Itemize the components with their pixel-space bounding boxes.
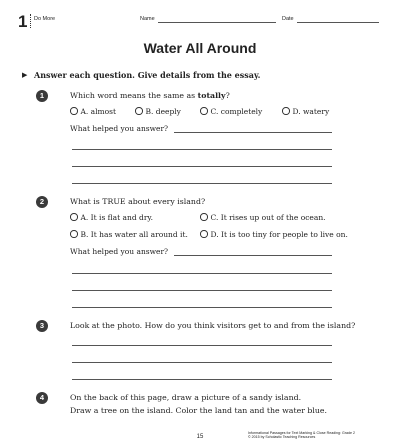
option-label: D. It is too tiny for people to live on. <box>210 230 348 239</box>
question-2-text: What is TRUE about every island? <box>70 197 206 206</box>
arrow-right-icon: ▶ <box>22 71 28 79</box>
question-4-text-line2: Draw a tree on the island. Color the land tan and the water blue. <box>70 406 327 415</box>
answer-line[interactable] <box>72 290 332 291</box>
credit-line: Informational Passages for Text Marking & Close Reading: Grade 2 <box>248 431 356 435</box>
option-label: D. watery <box>292 107 330 116</box>
question-4-text-line1: On the back of this page, draw a picture of a sandy island. <box>70 393 302 402</box>
answer-line[interactable] <box>72 183 332 184</box>
question-2-prompt: What helped you answer? <box>70 247 169 256</box>
question-1-bold-word: totally <box>197 91 226 100</box>
option-label: C. It rises up out of the ocean. <box>210 213 326 222</box>
option-1d[interactable] <box>282 107 329 116</box>
page-title: Water All Around <box>143 40 257 56</box>
radio-circle-icon <box>282 107 290 115</box>
radio-circle-icon <box>200 107 208 115</box>
answer-line[interactable] <box>72 362 332 363</box>
question-1-text-part: Which word means the same as <box>70 91 198 100</box>
section-label: Do More <box>34 16 56 22</box>
option-label: A. almost <box>80 107 117 116</box>
option-1b[interactable] <box>135 107 181 116</box>
radio-circle-icon <box>135 107 143 115</box>
option-label: C. completely <box>210 107 263 116</box>
answer-line[interactable] <box>72 307 332 308</box>
name-field[interactable] <box>158 22 276 23</box>
answer-line[interactable] <box>72 166 332 167</box>
page-number: 15 <box>196 434 204 440</box>
option-label: B. deeply <box>145 107 181 116</box>
option-label: A. It is flat and dry. <box>80 213 154 222</box>
radio-circle-icon <box>70 230 78 238</box>
question-number: 4 <box>36 392 48 404</box>
option-2d[interactable] <box>200 230 348 239</box>
option-2b[interactable] <box>70 230 188 239</box>
name-label: Name <box>140 16 155 22</box>
option-2a[interactable] <box>70 213 153 222</box>
question-number: 3 <box>36 320 48 332</box>
question-3-text: Look at the photo. How do you think visitors get to and from the island? <box>70 321 356 330</box>
date-label: Date <box>282 16 294 22</box>
copyright-line: © 2015 by Scholastic Teaching Resources <box>248 435 316 440</box>
instruction-text: Answer each question. Give details from the essay. <box>34 70 261 80</box>
question-1-prompt: What helped you answer? <box>70 124 169 133</box>
question-number: 1 <box>36 90 48 102</box>
date-field[interactable] <box>297 22 379 23</box>
radio-circle-icon <box>200 213 208 221</box>
section-number: 1 <box>18 12 28 31</box>
answer-line[interactable] <box>72 273 332 274</box>
option-1c[interactable] <box>200 107 262 116</box>
answer-line[interactable] <box>72 149 332 150</box>
radio-circle-icon <box>200 230 208 238</box>
option-2c[interactable] <box>200 213 326 222</box>
option-label: B. It has water all around it. <box>80 230 188 239</box>
answer-line[interactable] <box>72 379 332 380</box>
radio-circle-icon <box>70 213 78 221</box>
question-1-text-end: ? <box>225 91 230 100</box>
question-number: 2 <box>36 196 48 208</box>
answer-line[interactable] <box>174 132 332 133</box>
header-divider <box>30 14 31 28</box>
answer-line[interactable] <box>174 255 332 256</box>
answer-line[interactable] <box>72 345 332 346</box>
footer-credit <box>248 431 388 440</box>
radio-circle-icon <box>70 107 78 115</box>
question-1-text <box>70 91 230 100</box>
option-1a[interactable] <box>70 107 116 116</box>
